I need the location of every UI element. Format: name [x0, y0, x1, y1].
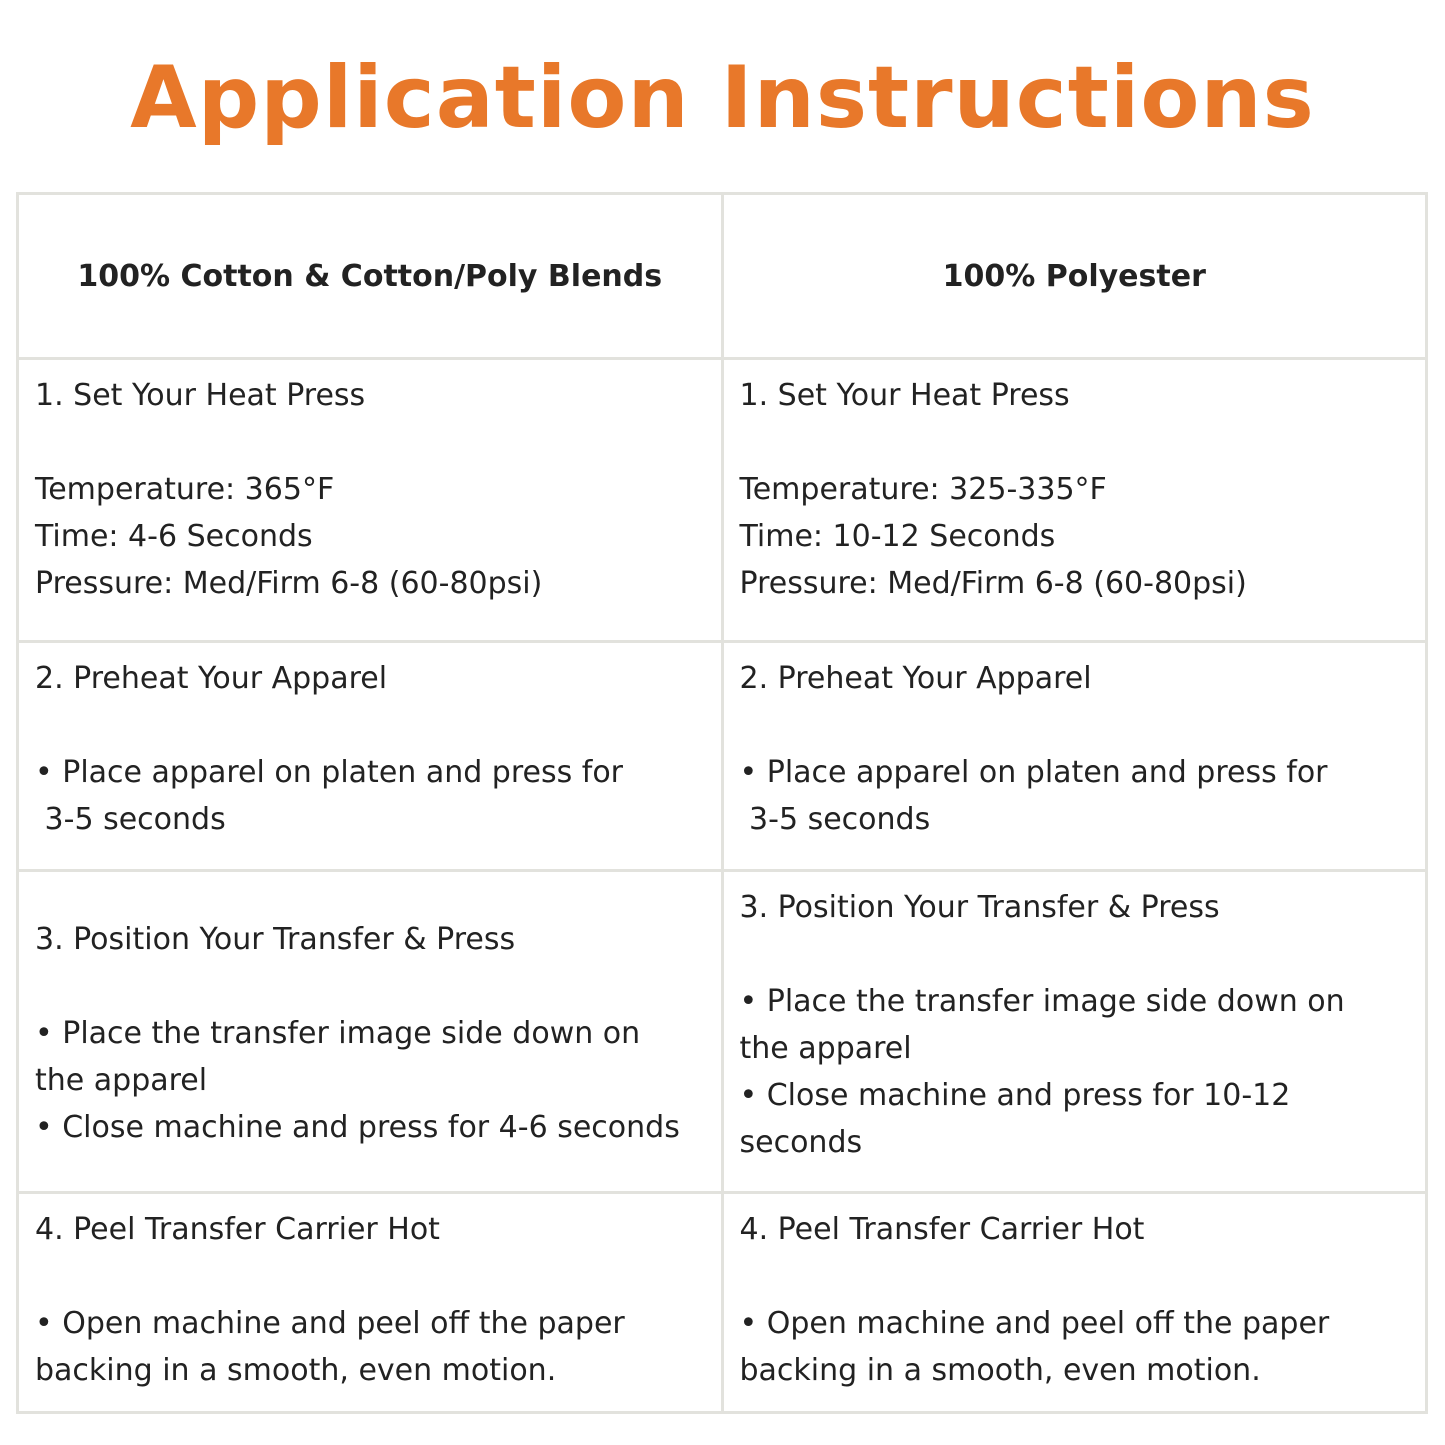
step-line: the apparel	[35, 1063, 208, 1098]
step-line: 3-5 seconds	[35, 802, 226, 837]
step-heading: 3. Position Your Transfer & Press	[739, 890, 1220, 925]
step-line: the apparel	[739, 1031, 912, 1066]
cotton-step-3	[18, 871, 723, 1193]
polyester-step-4	[722, 1193, 1427, 1413]
polyester-step-1	[722, 359, 1427, 642]
step-line: Temperature: 365°F	[35, 472, 335, 507]
instructions-table	[16, 192, 1428, 1414]
step-heading: 2. Preheat Your Apparel	[739, 661, 1092, 696]
polyester-step-3	[722, 871, 1427, 1193]
step-line: • Close machine and press for 10-12	[739, 1078, 1291, 1113]
step-line: • Place apparel on platen and press for	[739, 755, 1328, 790]
step-line: Temperature: 325-335°F	[739, 472, 1107, 507]
step-line: backing in a smooth, even motion.	[739, 1353, 1261, 1388]
step-line: Pressure: Med/Firm 6-8 (60-80psi)	[739, 566, 1247, 601]
page-title: Application Instructions	[130, 48, 1315, 148]
step-line: Time: 10-12 Seconds	[739, 519, 1056, 554]
step-line: • Place apparel on platen and press for	[35, 755, 624, 790]
step-heading: 2. Preheat Your Apparel	[35, 661, 388, 696]
step-line: backing in a smooth, even motion.	[35, 1353, 557, 1388]
step-heading: 3. Position Your Transfer & Press	[35, 922, 516, 957]
cotton-step-1	[18, 359, 723, 642]
step-line: Time: 4-6 Seconds	[35, 519, 313, 554]
polyester-step-2	[722, 642, 1427, 871]
step-line: seconds	[739, 1125, 863, 1160]
step-line: • Close machine and press for 4-6 seconds	[35, 1110, 680, 1145]
step-line: • Open machine and peel off the paper	[739, 1306, 1330, 1341]
cotton-step-2	[18, 642, 723, 871]
column-header-cotton: 100% Cotton & Cotton/Poly Blends	[18, 194, 723, 359]
step-line: • Place the transfer image side down on	[35, 1016, 641, 1051]
step-heading: 1. Set Your Heat Press	[35, 378, 366, 413]
step-line: 3-5 seconds	[739, 802, 931, 837]
step-heading: 1. Set Your Heat Press	[739, 378, 1070, 413]
step-line: • Open machine and peel off the paper	[35, 1306, 625, 1341]
step-heading: 4. Peel Transfer Carrier Hot	[739, 1212, 1145, 1247]
column-header-polyester: 100% Polyester	[722, 194, 1427, 359]
step-line: Pressure: Med/Firm 6-8 (60-80psi)	[35, 566, 543, 601]
step-line: • Place the transfer image side down on	[739, 984, 1345, 1019]
cotton-step-4	[18, 1193, 723, 1413]
step-heading: 4. Peel Transfer Carrier Hot	[35, 1212, 440, 1247]
